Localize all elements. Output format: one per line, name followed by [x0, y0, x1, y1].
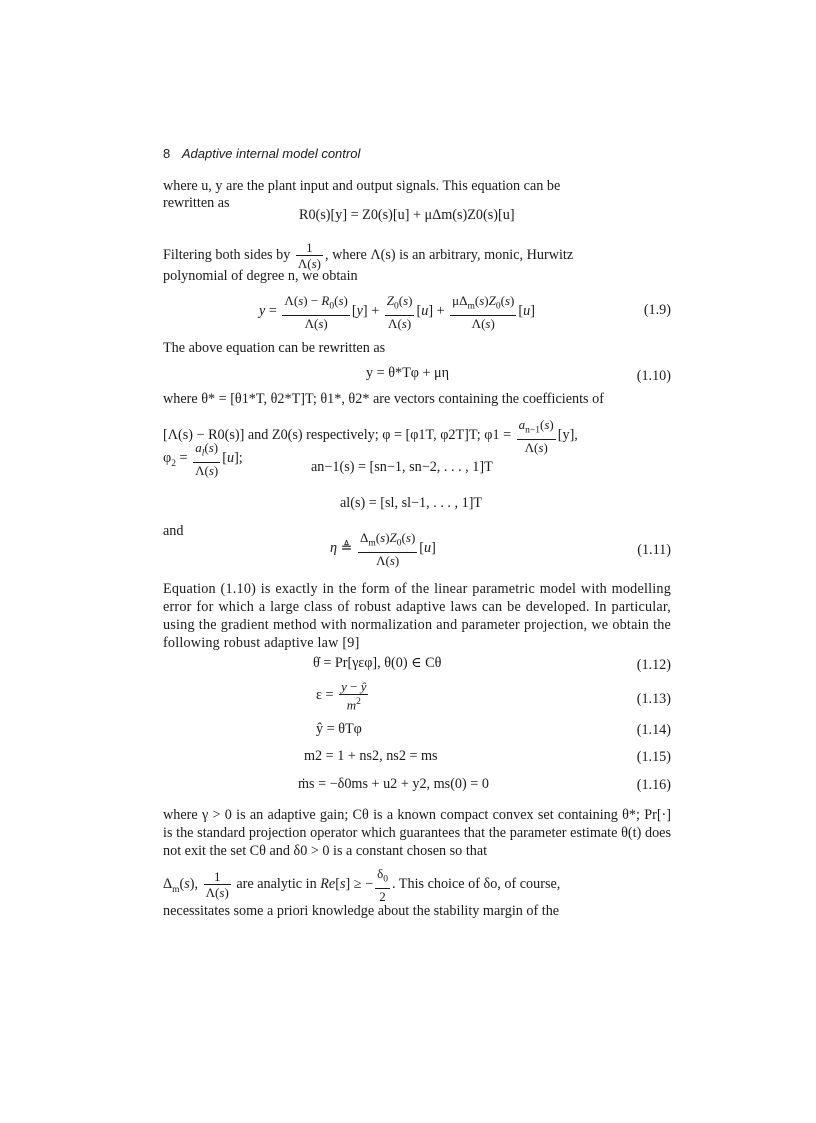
phi2-definition: $\varphi_2$ = $\frac{a_l(s)}{\Lambda(s)}$ [u];	[163, 440, 243, 478]
equation-1-9: y = $\frac{\Lambda(s) - R_0(s)}{\Lambda(s)}$ [y] + $\frac{Z_0(s)}{\Lambda(s)}$ [u] + $\frac{\mu\Delta_m(s)Z_0(s)}{\Lambda(s)}$ [u]	[259, 293, 535, 331]
paragraph-line: polynomial of degree n, we obtain	[163, 268, 358, 284]
page-number: 8	[163, 146, 171, 161]
fraction: $\frac{1}{\Lambda(s)}$	[297, 240, 322, 271]
paragraph: Equation (1.10) is exactly in the form of the linear parametric model with modelling error for which a large class of robust adaptive laws can be developed. In particular, using the gradient method with normalization and parameter projection, we obtain the following robust adaptive law [9]	[163, 581, 671, 651]
paragraph-line: where u, y are the plant input and output signals. This equation can be	[163, 178, 561, 194]
equation-number: (1.14)	[636, 722, 671, 738]
text-span: [Λ(s) − R0(s)] and Z0(s) respectively; φ = [φ1T, φ2T]T; φ1 =	[163, 427, 512, 444]
paragraph-line: where θ* = [θ1*T, θ2*T]T; θ1*, θ2* are vectors containing the coefficients of	[163, 391, 604, 407]
equation-number: (1.15)	[636, 749, 671, 765]
text-span: . This choice of δo, of course,	[391, 876, 561, 893]
equation-number: (1.11)	[637, 542, 671, 558]
paragraph-line: necessitates some a priori knowledge about the stability margin of the	[163, 903, 560, 919]
equation-number: (1.12)	[636, 657, 671, 673]
paragraph-line: and	[163, 523, 184, 539]
equation-1-13: ε = $\frac{y - ŷ}{m^2}$	[316, 679, 367, 713]
equation-al: al(s) = [sl, sl−1, . . . , 1]T	[340, 495, 483, 511]
equation-an: an−1(s) = [sn−1, sn−2, . . . , 1]T	[311, 459, 493, 475]
equation-1-16: ṁs = −δ0ms + u2 + y2, ms(0) = 0	[298, 776, 489, 792]
equation-number: (1.13)	[636, 691, 671, 707]
equation-number: (1.10)	[636, 368, 671, 384]
equation-number: (1.16)	[636, 777, 671, 793]
paragraph-line: $\Delta_m(s)$, $\frac{1}{\Lambda(s)}$ are analytic in Re[s] ≥ − $\frac{\delta_0}{2}$ . This choice of δo, of course,	[163, 866, 561, 904]
equation-1-12: θ̇ = Pr[γεφ], θ(0) ∈ Cθ	[313, 655, 442, 671]
running-title: Adaptive internal model control	[181, 146, 361, 161]
equation-1-15: m2 = 1 + ns2, ns2 = ms	[304, 748, 438, 764]
running-header	[163, 146, 360, 161]
paragraph: where γ > 0 is an adaptive gain; Cθ is a known compact convex set containing θ*; Pr[·] is the standard projection operator which guarantees that the parameter estimate θ(t) does not exit the set Cθ and δ0 > 0 is a constant chosen so that	[163, 807, 671, 859]
paragraph-line	[163, 240, 671, 271]
text-span: [y],	[557, 427, 578, 444]
equation-1-10: y = θ*Tφ + μη	[366, 365, 450, 381]
equation-1-14: ŷ = θTφ	[316, 721, 362, 737]
equation-r: R0(s)[y] = Z0(s)[u] + μΔm(s)Z0(s)[u]	[299, 207, 515, 223]
text-span: are analytic in	[236, 876, 317, 893]
text-span: , where Λ(s) is an arbitrary, monic, Hurwitz	[325, 246, 574, 263]
equation-number: (1.9)	[643, 302, 671, 318]
text-span: Filtering both sides by	[163, 246, 291, 263]
paragraph-line: rewritten as	[163, 195, 230, 211]
equation-1-11: η ≜ $\frac{\Delta_m(s)Z_0(s)}{\Lambda(s)}$ [u]	[330, 530, 436, 568]
paragraph-line: The above equation can be rewritten as	[163, 340, 386, 356]
fraction: $\frac{a_{n-1}(s)}{\Lambda(s)}$	[518, 417, 554, 455]
